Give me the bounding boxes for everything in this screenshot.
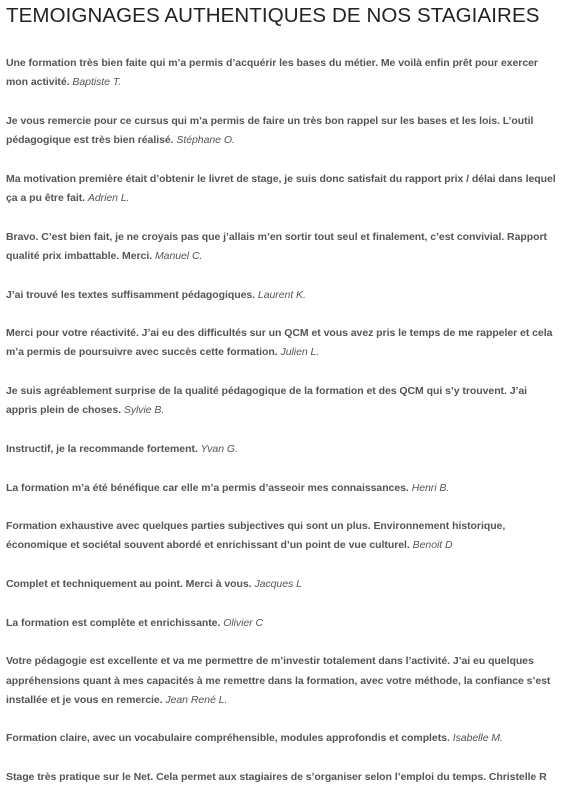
testimonial-item — [6, 286, 556, 305]
testimonial-text: Je vous remercie pour ce cursus qui m’a permis de faire un très bon rappel sur les bases et les lois. L’outil pédagogique est très bien réalisé. — [6, 114, 534, 147]
testimonial-text: Formation exhaustive avec quelques parties subjectives qui sont un plus. Environnement historique, économique et sociétal souvent abordé et enrichissant d’un point de vue culturel. — [6, 520, 506, 552]
testimonial-item — [6, 382, 556, 421]
testimonial-item — [6, 228, 556, 267]
testimonial-text: Instructif, je la recommande fortement. — [6, 442, 198, 455]
testimonial-item — [6, 479, 556, 498]
testimonial-author: Manuel C. — [154, 249, 203, 262]
testimonial-text: Ma motivation première était d’obtenir le livret de stage, je suis donc satisfait du rapport prix / délai dans lequel ça a pu être fait. — [6, 172, 556, 205]
testimonial-text: Une formation très bien faite qui m’a permis d’acquérir les bases du métier. Me voilà enfin prêt pour exercer mon activité. — [6, 57, 538, 89]
testimonial-item — [6, 729, 556, 748]
testimonial-text: Merci pour votre réactivité. J’ai eu des difficultés sur un QCM et vous avez pris le temps de me rappeler et cela m’a permis de poursuivre avec succès cette formation. — [6, 327, 553, 359]
testimonial-text: J’ai trouvé les textes suffisamment pédagogiques. — [6, 288, 256, 301]
testimonial-author: Henri B. — [411, 481, 450, 494]
testimonial-item — [6, 517, 556, 556]
testimonial-author: Adrien L. — [87, 192, 130, 205]
testimonial-text: Je suis agréablement surprise de la qualité pédagogique de la formation et des QCM qui s’y trouvent. J’ai appris plein de choses. — [6, 385, 528, 417]
testimonial-item — [6, 614, 556, 633]
testimonial-text: Formation claire, avec un vocabulaire compréhensible, modules approfondis et complets. — [6, 732, 450, 745]
testimonial-item — [6, 112, 556, 151]
testimonial-author: Stéphane O. — [176, 134, 235, 147]
testimonial-item — [6, 324, 556, 363]
testimonial-author: Laurent K. — [257, 288, 306, 301]
testimonial-author: Baptiste T. — [72, 76, 122, 89]
testimonial-author: Yvan G. — [200, 442, 238, 455]
testimonial-author: Isabelle M. — [452, 732, 503, 745]
testimonial-text: Complet et techniquement au point. Merci à vous. — [6, 578, 252, 591]
testimonial-text: La formation m’a été bénéfique car elle m’a permis d’asseoir mes connaissances. — [6, 481, 409, 494]
testimonial-author: Jean René L. — [165, 693, 228, 706]
testimonial-item — [6, 54, 556, 93]
testimonial-author: Sylvie B. — [123, 404, 165, 417]
testimonial-item — [6, 170, 556, 209]
testimonial-text: Votre pédagogie est excellente et va me permettre de m’investir totalement dans l’activité. J’ai eu quelques appréhensions quant à mes capacités à me remettre dans la formation, avec votre méthode, la confiance s’est installée et je vous en remercie. — [6, 655, 551, 706]
testimonial-item — [6, 768, 556, 787]
testimonial-item — [6, 652, 556, 710]
testimonial-item — [6, 440, 556, 459]
testimonial-item — [6, 575, 556, 594]
testimonials-list — [6, 54, 556, 787]
testimonial-text: Bravo. C’est bien fait, je ne croyais pas que j’allais m’en sortir tout seul et finalement, c’est convivial. Rapport qualité prix imbattable. Merci. — [6, 230, 547, 262]
testimonial-text: Stage très pratique sur le Net. Cela permet aux stagiaires de s’organiser selon l’emploi du temps. Christelle R — [6, 770, 547, 783]
testimonial-author: Julien L. — [280, 346, 320, 359]
testimonial-author: Jacques L — [254, 578, 302, 591]
testimonial-author: Benoit D — [412, 539, 453, 552]
testimonial-text: La formation est complète et enrichissante. — [6, 616, 221, 629]
testimonial-author: Olivier C — [223, 616, 264, 629]
page-title: TEMOIGNAGES AUTHENTIQUES DE NOS STAGIAIRES — [6, 4, 540, 27]
